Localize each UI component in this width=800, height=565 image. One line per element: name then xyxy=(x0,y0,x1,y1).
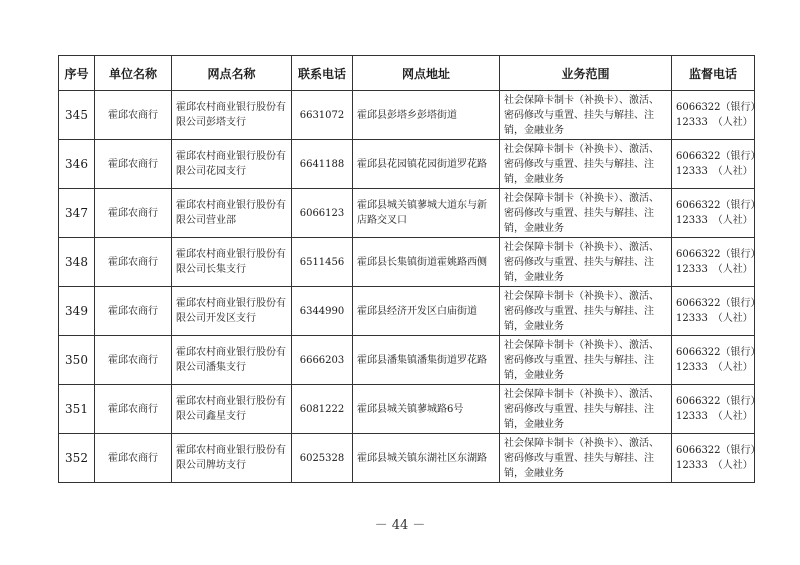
table-row xyxy=(59,189,755,238)
header-address: 网点地址 xyxy=(353,56,500,91)
cell-supervision xyxy=(672,140,761,189)
cell-phone: 6344990 xyxy=(292,287,353,336)
header-phone: 联系电话 xyxy=(292,56,353,91)
cell-unit: 霍邱农商行 xyxy=(95,434,172,483)
cell-supervision xyxy=(672,189,761,238)
supervision-hr-phone: 12333 （人社） xyxy=(676,411,753,422)
cell-supervision xyxy=(672,287,761,336)
supervision-hr-phone: 12333 （人社） xyxy=(676,215,753,226)
cell-unit: 霍邱农商行 xyxy=(95,238,172,287)
cell-seq: 350 xyxy=(59,336,95,385)
cell-phone: 6081222 xyxy=(292,385,353,434)
cell-address: 霍邱县潘集镇潘集街道罗花路 xyxy=(353,336,500,385)
cell-branch: 霍邱农村商业银行股份有限公司营业部 xyxy=(172,189,292,238)
header-seq: 序号 xyxy=(59,56,95,91)
cell-phone: 6066123 xyxy=(292,189,353,238)
table-row xyxy=(59,336,755,385)
supervision-bank-phone: 6066322（银行） xyxy=(676,102,761,113)
table-row xyxy=(59,385,755,434)
supervision-hr-phone: 12333 （人社） xyxy=(676,362,753,373)
cell-seq: 345 xyxy=(59,91,95,140)
table-row xyxy=(59,91,755,140)
supervision-hr-phone: 12333 （人社） xyxy=(676,264,753,275)
cell-supervision xyxy=(672,336,761,385)
cell-unit: 霍邱农商行 xyxy=(95,91,172,140)
cell-address: 霍邱县城关镇东湖社区东湖路 xyxy=(353,434,500,483)
cell-branch: 霍邱农村商业银行股份有限公司开发区支行 xyxy=(172,287,292,336)
cell-unit: 霍邱农商行 xyxy=(95,336,172,385)
table-row xyxy=(59,287,755,336)
header-supervision: 监督电话 xyxy=(672,56,755,91)
header-branch: 网点名称 xyxy=(172,56,292,91)
cell-phone: 6641188 xyxy=(292,140,353,189)
table-row xyxy=(59,140,755,189)
cell-unit: 霍邱农商行 xyxy=(95,140,172,189)
outlet-table xyxy=(58,55,761,483)
table-row xyxy=(59,434,755,483)
cell-scope: 社会保障卡制卡（补换卡）、激活、密码修改与重置、挂失与解挂、注销，金融业务 xyxy=(500,238,672,287)
header-scope: 业务范围 xyxy=(500,56,672,91)
cell-phone: 6511456 xyxy=(292,238,353,287)
supervision-bank-phone: 6066322（银行） xyxy=(676,200,761,211)
cell-address: 霍邱县长集镇街道霍姚路西侧 xyxy=(353,238,500,287)
cell-supervision xyxy=(672,91,761,140)
supervision-bank-phone: 6066322（银行） xyxy=(676,298,761,309)
cell-scope: 社会保障卡制卡（补换卡）、激活、密码修改与重置、挂失与解挂、注销，金融业务 xyxy=(500,140,672,189)
supervision-bank-phone: 6066322（银行） xyxy=(676,249,761,260)
cell-supervision xyxy=(672,434,761,483)
cell-seq: 351 xyxy=(59,385,95,434)
cell-branch: 霍邱农村商业银行股份有限公司潘集支行 xyxy=(172,336,292,385)
cell-branch: 霍邱农村商业银行股份有限公司长集支行 xyxy=(172,238,292,287)
table-header-row xyxy=(59,56,755,91)
cell-scope: 社会保障卡制卡（补换卡）、激活、密码修改与重置、挂失与解挂、注销，金融业务 xyxy=(500,336,672,385)
supervision-bank-phone: 6066322（银行） xyxy=(676,396,761,407)
cell-scope: 社会保障卡制卡（补换卡）、激活、密码修改与重置、挂失与解挂、注销，金融业务 xyxy=(500,287,672,336)
cell-scope: 社会保障卡制卡（补换卡）、激活、密码修改与重置、挂失与解挂、注销，金融业务 xyxy=(500,434,672,483)
header-unit: 单位名称 xyxy=(95,56,172,91)
cell-phone: 6666203 xyxy=(292,336,353,385)
cell-seq: 346 xyxy=(59,140,95,189)
supervision-bank-phone: 6066322（银行） xyxy=(676,347,761,358)
supervision-hr-phone: 12333 （人社） xyxy=(676,313,753,324)
cell-address: 霍邱县城关镇蓼城路6号 xyxy=(353,385,500,434)
cell-supervision xyxy=(672,238,761,287)
cell-scope: 社会保障卡制卡（补换卡）、激活、密码修改与重置、挂失与解挂、注销，金融业务 xyxy=(500,189,672,238)
table-row xyxy=(59,238,755,287)
cell-supervision xyxy=(672,385,761,434)
cell-unit: 霍邱农商行 xyxy=(95,385,172,434)
cell-seq: 347 xyxy=(59,189,95,238)
cell-address: 霍邱县彭塔乡彭塔街道 xyxy=(353,91,500,140)
cell-phone: 6631072 xyxy=(292,91,353,140)
cell-address: 霍邱县城关镇蓼城大道东与新店路交叉口 xyxy=(353,189,500,238)
cell-branch: 霍邱农村商业银行股份有限公司彭塔支行 xyxy=(172,91,292,140)
page-number: － 44 － xyxy=(374,518,426,533)
cell-branch: 霍邱农村商业银行股份有限公司花园支行 xyxy=(172,140,292,189)
cell-unit: 霍邱农商行 xyxy=(95,287,172,336)
supervision-bank-phone: 6066322（银行） xyxy=(676,445,761,456)
cell-seq: 349 xyxy=(59,287,95,336)
supervision-hr-phone: 12333 （人社） xyxy=(676,460,753,471)
supervision-hr-phone: 12333 （人社） xyxy=(676,166,753,177)
supervision-bank-phone: 6066322（银行） xyxy=(676,151,761,162)
cell-address: 霍邱县花园镇花园街道罗花路 xyxy=(353,140,500,189)
cell-scope: 社会保障卡制卡（补换卡）、激活、密码修改与重置、挂失与解挂、注销，金融业务 xyxy=(500,385,672,434)
cell-phone: 6025328 xyxy=(292,434,353,483)
cell-branch: 霍邱农村商业银行股份有限公司牌坊支行 xyxy=(172,434,292,483)
cell-seq: 352 xyxy=(59,434,95,483)
cell-scope: 社会保障卡制卡（补换卡）、激活、密码修改与重置、挂失与解挂、注销，金融业务 xyxy=(500,91,672,140)
supervision-hr-phone: 12333 （人社） xyxy=(676,117,753,128)
cell-seq: 348 xyxy=(59,238,95,287)
cell-unit: 霍邱农商行 xyxy=(95,189,172,238)
cell-address: 霍邱县经济开发区白庙街道 xyxy=(353,287,500,336)
cell-branch: 霍邱农村商业银行股份有限公司鑫星支行 xyxy=(172,385,292,434)
